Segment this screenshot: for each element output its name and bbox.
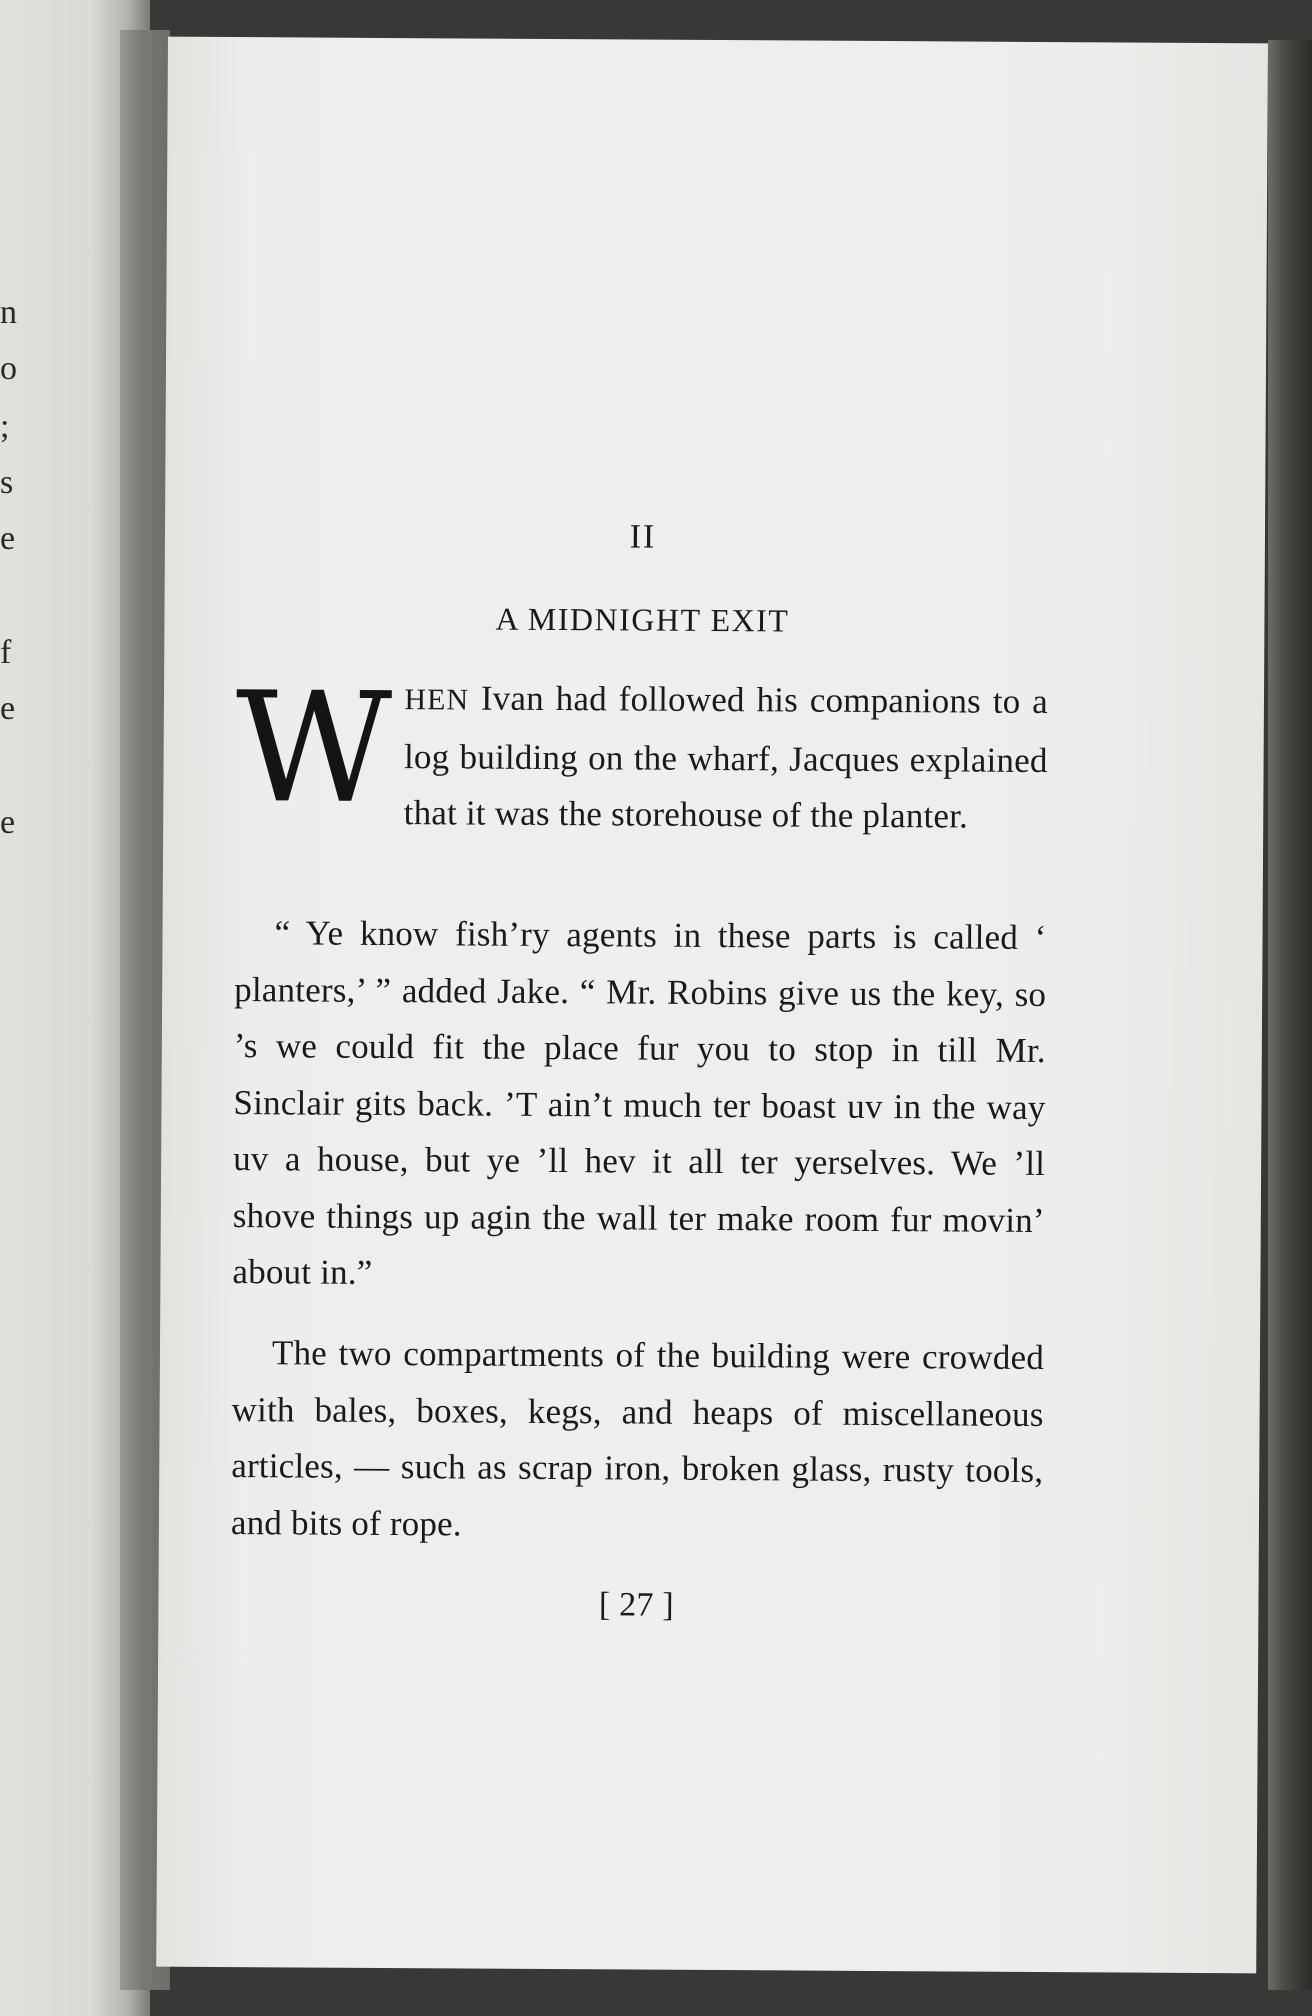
lead-smallcaps: HEN	[404, 683, 470, 717]
facing-page-fragment: o	[0, 350, 17, 387]
paragraph-2: “ Ye know fish’ry agents in these parts is called ‘ planters,’ ” added Jake. “ Mr. Robins give us the key, so ’s we could fit the place fur you to stop in till Mr. Sinclair gits back. ’T ain’t much ter boast uv in the way uv a house, but ye ’ll hev it all ter yerselves. We ’ll shove things up agin the wall ter make room fur movin’ about in.”	[232, 913, 1047, 1292]
page-number: [ 27 ]	[598, 1586, 674, 1624]
facing-page-fragment: e	[0, 690, 16, 727]
chapter-number: II	[629, 518, 657, 556]
facing-page-fragment: e	[0, 520, 16, 557]
facing-page-fragment: n	[0, 294, 17, 331]
page-stack-edge	[1268, 40, 1312, 1990]
paragraph-1	[235, 659, 1049, 845]
chapter-title: A MIDNIGHT EXIT	[495, 600, 790, 639]
drop-cap: W	[235, 659, 393, 838]
facing-page-fragment: f	[0, 634, 12, 671]
facing-page-fragment: s	[0, 464, 14, 501]
facing-page-fragment: e	[0, 804, 16, 841]
book-page	[156, 37, 1268, 1974]
page-text-block	[230, 37, 1052, 1624]
paragraph-3: The two compartments of the building were crowded with bales, boxes, kegs, and heaps of miscellaneous articles, — such as scrap iron, broken glass, rusty tools, and bits of rope.	[230, 1333, 1045, 1543]
facing-page-fragment: ;	[0, 408, 10, 445]
paragraph-1-text: Ivan had followed his companions to a log building on the wharf, Jacques explained that it was the storehouse of the planter.	[403, 678, 1049, 836]
